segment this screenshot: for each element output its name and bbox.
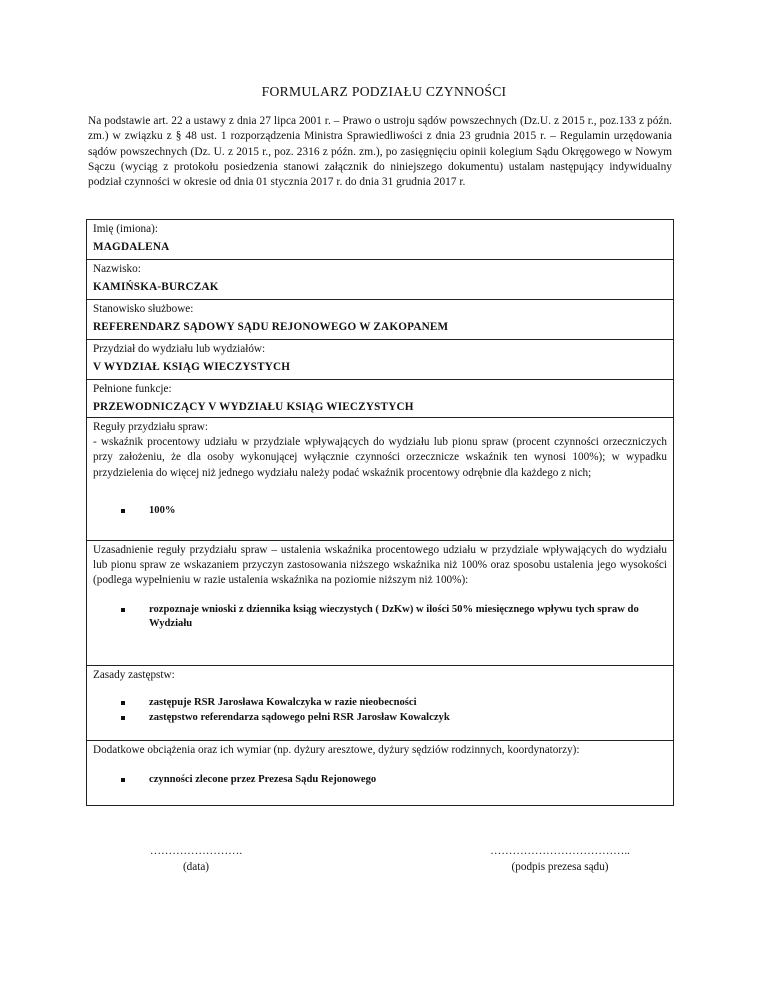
position-row xyxy=(87,300,673,340)
additional-row xyxy=(87,741,673,805)
department-value: V WYDZIAŁ KSIĄG WIECZYSTYCH xyxy=(93,361,291,373)
functions-label: Pełnione funkcje: xyxy=(93,383,172,395)
substitution-row xyxy=(87,666,673,741)
department-label: Przydział do wydziału lub wydziałów: xyxy=(93,343,266,355)
additional-list xyxy=(93,773,667,788)
first-name-label: Imię (imiona): xyxy=(93,223,158,235)
position-label: Stanowisko służbowe: xyxy=(93,303,194,315)
list-item xyxy=(121,603,667,632)
functions-row xyxy=(87,380,673,418)
last-name-row xyxy=(87,260,673,300)
intro-paragraph: Na podstawie art. 22 a ustawy z dnia 27 lipca 2001 r. – Prawo o ustroju sądów powszechnych (Dz.U. z 2015 r., poz.133 z późn. zm.) w związku z § 48 ust. 1 rozporządzenia Ministra Sprawiedliwości z dnia 23 grudnia 2015 r. – Regulamin urzędowania sądów powszechnych (Dz. U. z 2015 r., poz. 2316 z późn. zm.), po zasięgnięciu opinii kolegium Sądu Okręgowego w Nowym Sączu (wyciąg z protokołu posiedzenia stanowi załącznik do niniejszego dokumentu) ustalam następujący indywidualny podział czynności w okresie od dnia 01 stycznia 2017 r. do dnia 31 grudnia 2017 r. xyxy=(88,115,672,189)
list-item xyxy=(121,711,667,726)
position-value: REFERENDARZ SĄDOWY SĄDU REJONOWEGO W ZAKOPANEM xyxy=(93,321,449,333)
document-title: FORMULARZ PODZIAŁU CZYNNOŚCI xyxy=(261,84,507,99)
list-item xyxy=(121,696,667,711)
substitution-text: Zasady zastępstw: xyxy=(93,669,175,681)
substitution-item-text: zastępuje RSR Jarosława Kowalczyka w razie nieobecności xyxy=(149,697,417,709)
list-item xyxy=(121,773,667,788)
signature-dots: ……………………………….. xyxy=(490,845,630,857)
rules-list xyxy=(93,504,667,519)
last-name-label: Nazwisko: xyxy=(93,263,141,275)
form-table xyxy=(86,219,674,806)
signature-label: (podpis prezesa sądu) xyxy=(511,861,609,873)
date-label: (data) xyxy=(182,861,210,873)
functions-value: PRZEWODNICZĄCY V WYDZIAŁU KSIĄG WIECZYSTYCH xyxy=(93,401,414,413)
bullet-icon xyxy=(121,608,125,612)
first-name-value: MAGDALENA xyxy=(93,241,170,253)
rules-text: Reguły przydziału spraw: - wskaźnik procentowy udziału w przydziale wpływających do wydziału lub pionu spraw (procent czynności orzeczniczych przy założeniu, że dla osoby wykonującej wyłącznie czynności orzecznicze wskaźnik ten wynosi 100%); w wypadku przydzielenia do więcej niż jednego wydziału należy podać wskaźnik procentowy odrębnie dla każdego z nich; xyxy=(93,421,667,479)
rules-item-text: 100% xyxy=(149,504,176,516)
justification-list xyxy=(93,603,667,632)
date-dots: ……………………. xyxy=(149,845,243,857)
justification-row xyxy=(87,541,673,666)
first-name-row xyxy=(87,220,673,260)
justification-item-text: rozpoznaje wnioski z dziennika ksiąg wieczystych ( DzKw) w ilości 50% miesięcznego wpływu tych spraw do Wydziału xyxy=(149,603,639,630)
substitution-list xyxy=(93,696,667,725)
additional-item-text: czynności zlecone przez Prezesa Sądu Rejonowego xyxy=(149,774,377,786)
bullet-icon xyxy=(121,701,125,705)
last-name-value: KAMIŃSKA-BURCZAK xyxy=(93,281,219,293)
department-row xyxy=(87,340,673,380)
date-signature-block xyxy=(136,843,256,875)
rules-row xyxy=(87,418,673,541)
additional-text: Dodatkowe obciążenia oraz ich wymiar (np. dyżury aresztowe, dyżury sędziów rodzinnych, koordynatorzy): xyxy=(93,744,580,756)
list-item xyxy=(121,504,667,519)
president-signature-block xyxy=(480,843,640,875)
bullet-icon xyxy=(121,716,125,720)
bullet-icon xyxy=(121,509,125,513)
substitution-item-text: zastępstwo referendarza sądowego pełni RSR Jarosław Kowalczyk xyxy=(149,711,450,723)
bullet-icon xyxy=(121,778,125,782)
justification-text: Uzasadnienie reguły przydziału spraw – ustalenia wskaźnika procentowego udziału w przydziale wpływających do wydziału lub pionu spraw ze wskazaniem przyczyn zastosowania niższego wskaźnika niż 100% oraz sposobu ustalenia jego wysokości (podlega wypełnieniu w razie ustalenia wskaźnika na poziomie niższym niż 100%): xyxy=(93,544,667,587)
